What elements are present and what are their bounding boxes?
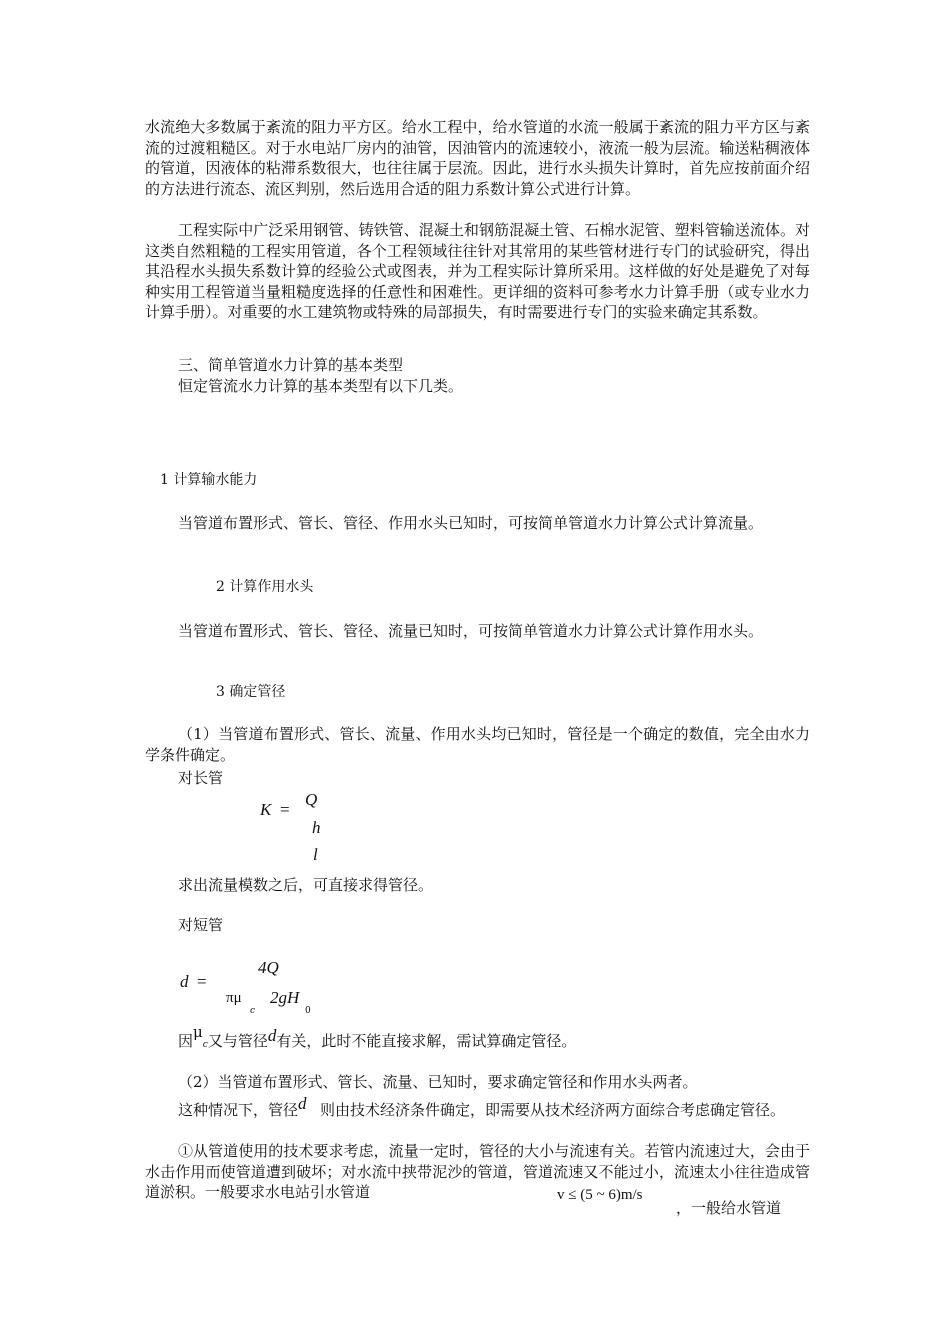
technical-tail: ，一般给水管道 — [676, 1199, 782, 1217]
long-pipe-label: 对长管 — [178, 769, 224, 787]
formula-2gH: 2gH — [270, 988, 300, 1007]
paragraph-flow-regime: 水流绝大多数属于紊流的阻力平方区。给水工程中，给水管道的水流一般属于紊流的阻力平方区与紊流的过渡粗糙区。对于水电站厂房内的油管，因油管内的流速较小，液流一般为层流。输送粘稠液体的管道，因液体的粘滞系数很大，也往往属于层流。因此，进行水头损失计算时，首先应按前面介绍的方法进行流态、流区判别，然后选用合适的阻力系数计算公式进行计算。 — [145, 118, 810, 198]
formula-Q: Q — [305, 790, 318, 809]
formula-pi-mu: πμ — [226, 990, 242, 1006]
formula-K: K — [260, 800, 272, 819]
subsection-2-title: 2 计算作用水头 — [216, 579, 314, 595]
case-2-text: （2）当管道布置形式、管长、流量、已知时，要求确定管径和作用水头两者。 — [178, 1073, 698, 1091]
formula-l: l — [313, 845, 318, 864]
intro-text: 恒定管流水力计算的基本类型有以下几类。 — [178, 377, 464, 395]
subsection-1-text: 当管道布置形式、管长、管径、作用水头已知时，可按简单管道水力计算公式计算流量。 — [178, 514, 764, 532]
formula-sub-c: c — [250, 1006, 256, 1016]
subsection-1-title: 1 计算输水能力 — [160, 472, 258, 488]
case-1-text: （1）当管道布置形式、管长、流量、作用水头均已知时，管径是一个确定的数值，完全由水力学条件确定。 — [145, 725, 810, 764]
because-line — [178, 1023, 577, 1054]
technical-requirement-text: ①从管道使用的技术要求考虑，流量一定时，管径的大小与流速有关。若管内流速过大，会由于水击作用而使管道遭到破坏；对水流中挟带泥沙的管道，管道流速又不能过小，流速太小往往造成管道淤积。一般要求水电站引水管道 — [145, 1142, 810, 1202]
paragraph-engineering-pipes: 工程实际中广泛采用钢管、铸铁管、混凝土和钢筋混凝土管、石棉水泥管、塑料管输送流体。对这类自然粗糙的工程实用管道，各个工程领域往往针对其常用的某些管材进行专门的试验研究，得出其沿程水头损失系数计算的经验公式或图表，并为工程实际计算所采用。这样做的好处是避免了对每种实用工程管道当量粗糙度选择的任意性和困难性。更详细的资料可参考水力计算手册（或专业水力计算手册）。对重要的水工建筑物或特殊的局部损失，有时需要进行专门的实验来确定其系数。 — [145, 221, 810, 322]
section-heading-3: 三、简单管道水力计算的基本类型 — [178, 356, 404, 374]
because-prefix: 因 — [178, 1032, 194, 1050]
formula-equals: = — [280, 800, 290, 819]
formula-h: h — [312, 818, 321, 837]
subsection-3-title: 3 确定管径 — [216, 684, 286, 700]
d-symbol-2: d — [298, 1094, 307, 1113]
d-symbol: d — [267, 1026, 277, 1045]
formula-d: d — [180, 972, 189, 991]
case-line-continued: 则由技术经济条件确定，即需要从技术经济两方面综合考虑确定管径。 — [320, 1101, 786, 1119]
formula-sub-0: 0 — [305, 1006, 311, 1016]
mu-symbol: μ — [193, 1023, 203, 1041]
because-suffix: 有关，此时不能直接求解，需试算确定管径。 — [276, 1032, 577, 1050]
case-prefix: 这种情况下，管径 — [178, 1101, 299, 1119]
short-pipe-label: 对短管 — [178, 916, 224, 934]
subsection-2-text: 当管道布置形式、管长、管径、流量已知时，可按简单管道水力计算公式计算作用水头。 — [178, 622, 764, 640]
formula-equals-2: = — [197, 972, 207, 991]
because-mid: 又与管径 — [207, 1032, 268, 1050]
velocity-condition: v ≤ (5 ~ 6)m/s — [557, 1187, 643, 1203]
mu-sub-c: c — [202, 1040, 208, 1050]
after-long-pipe-text: 求出流量模数之后，可直接求得管径。 — [178, 876, 434, 894]
formula-4Q: 4Q — [258, 958, 279, 977]
